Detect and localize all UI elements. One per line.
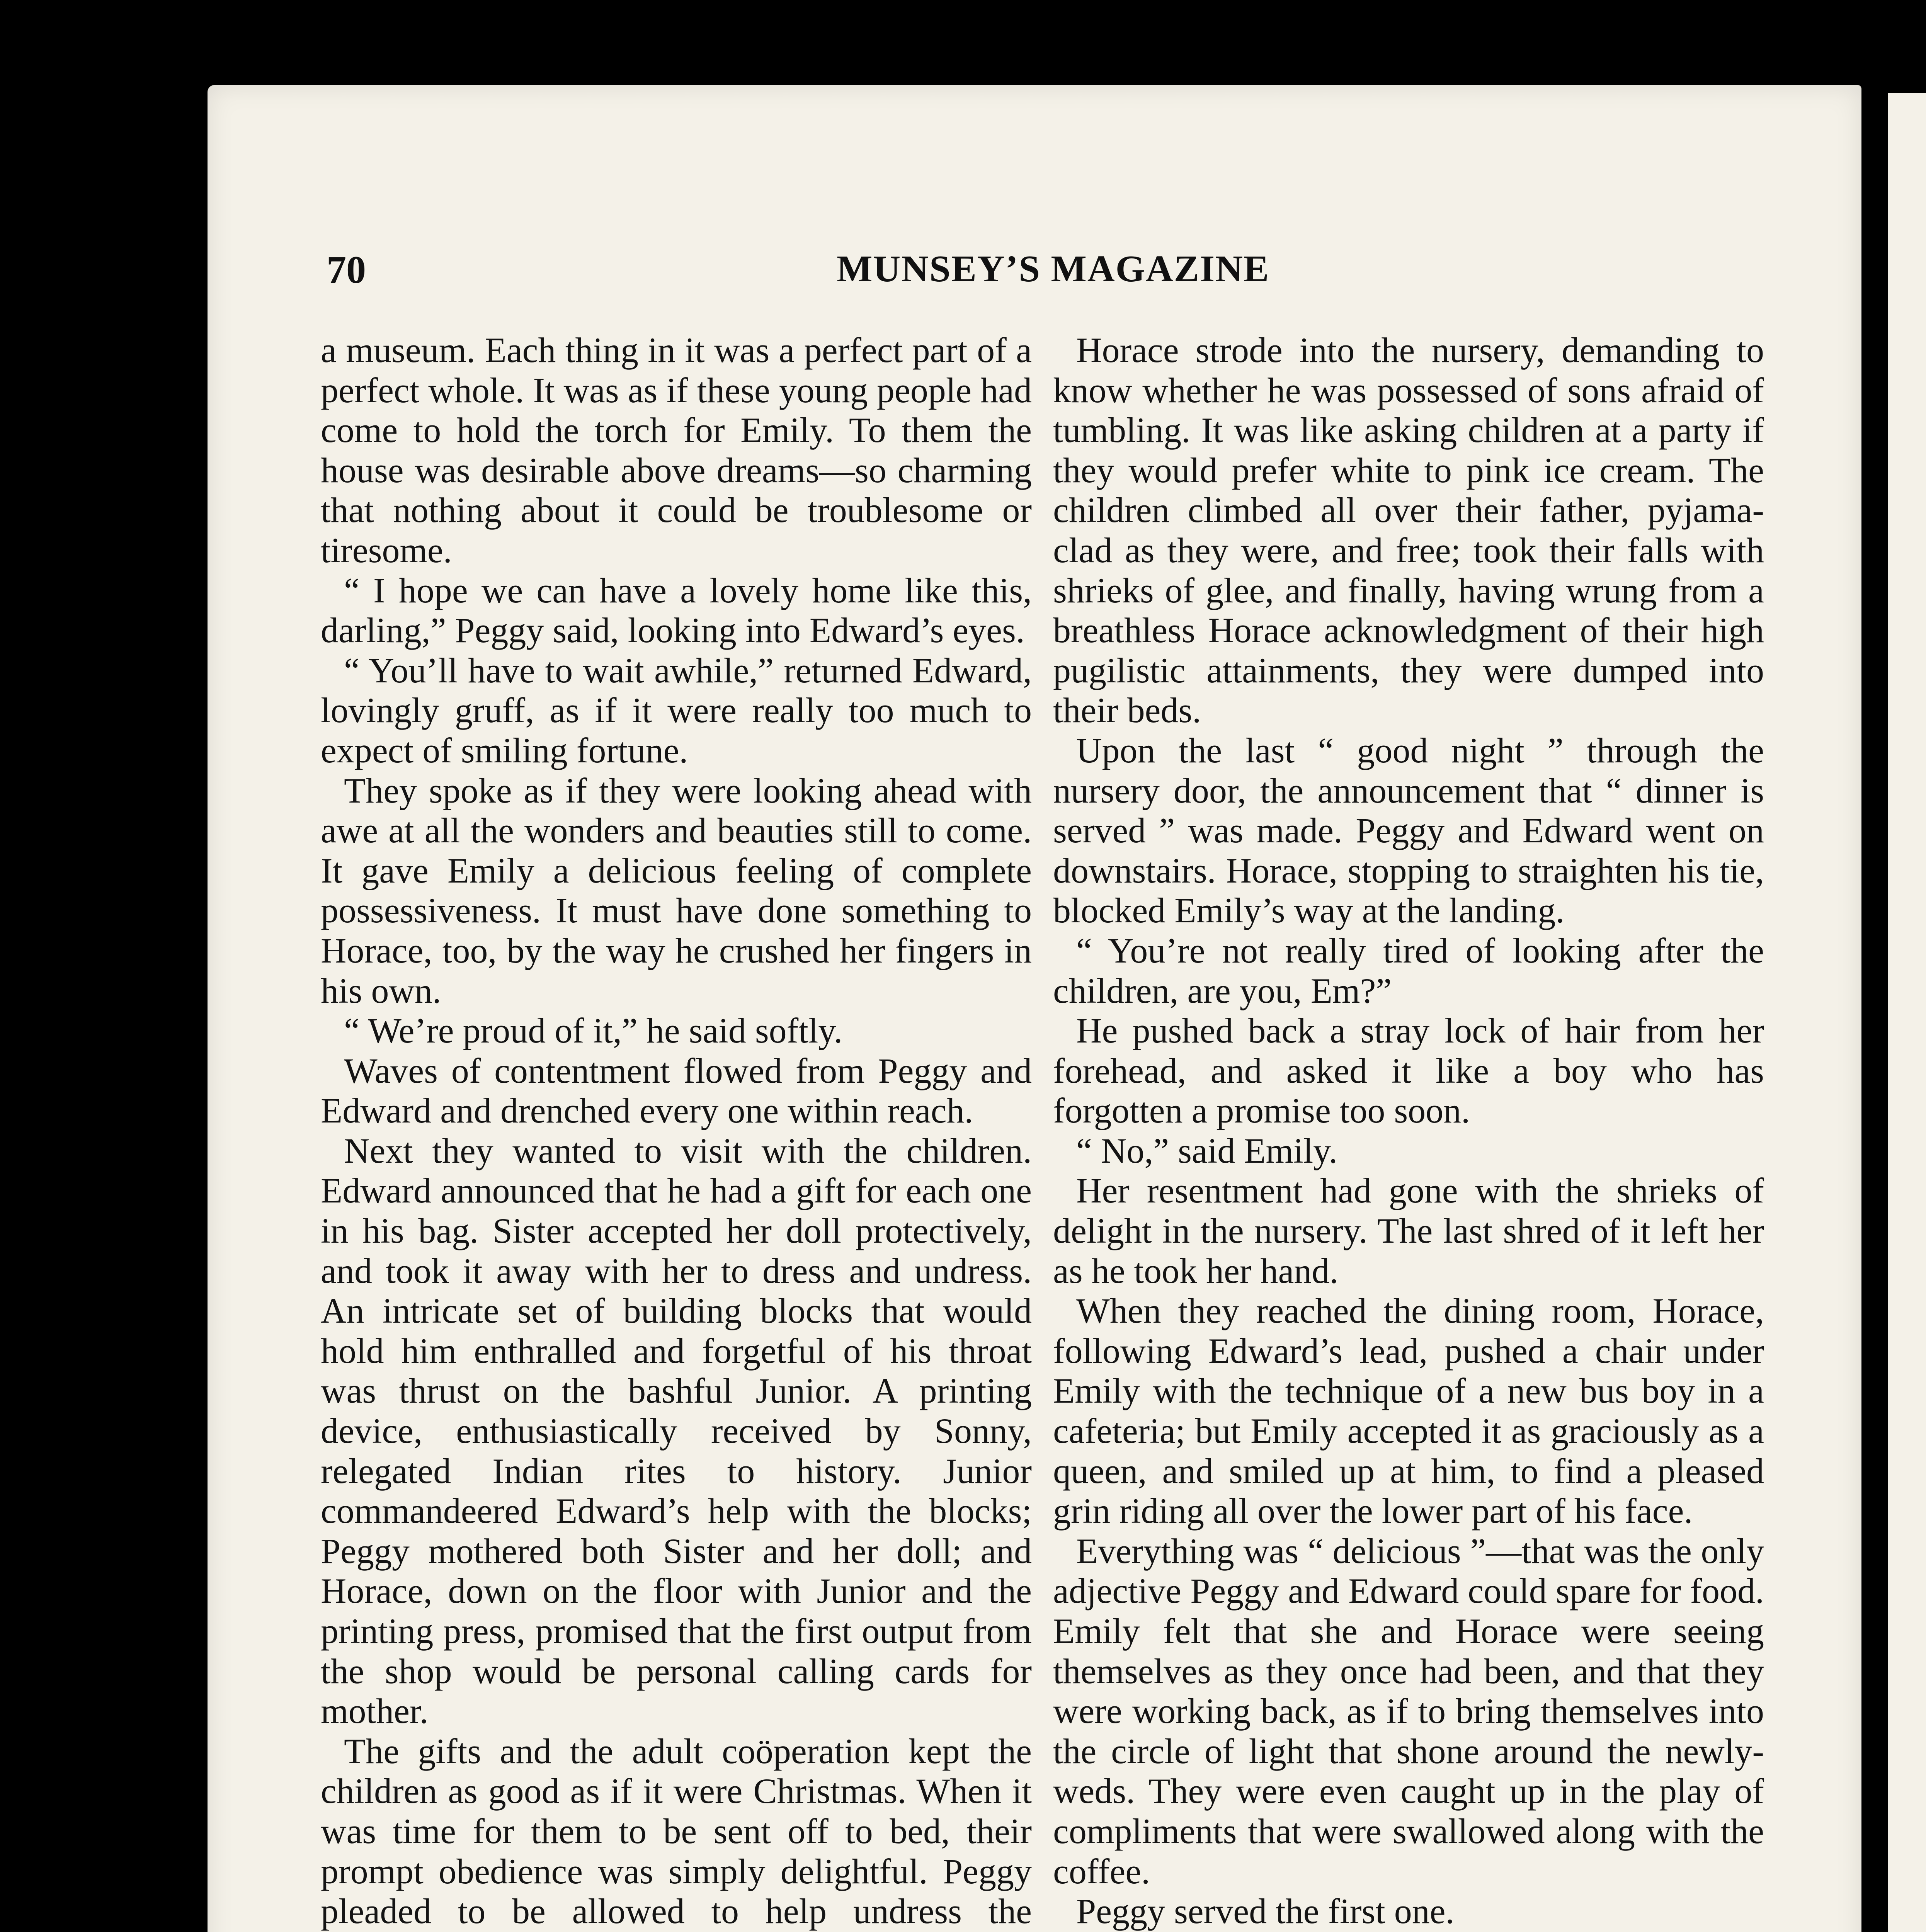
paragraph: The gifts and the adult coöperation kept the children as good as if it were Christmas. When it was time for them to be sent off to bed, their prompt obedience was simply delightful. Peggy pleaded to be allowed to help undress the — [321, 1731, 1032, 1931]
paragraph: Horace strode into the nursery, demanding to know whether he was possessed of sons afraid of tumbling. It was like asking children at a party if they would prefer white to pink ice cream. The children climbed all over their father, pyjama-clad as they were, and free; took their falls with shrieks of glee, and finally, having wrung from a breathless Horace acknowledgment of their high pugilistic attainments, they were dumped into their beds. — [1053, 330, 1764, 730]
paragraph: “ I hope we can have a lovely home like this, darling,” Peggy said, looking into Edward’s eyes. — [321, 570, 1032, 650]
page-header — [327, 247, 1814, 298]
page-number: 70 — [327, 248, 366, 292]
paragraph: Next they wanted to visit with the children. Edward announced that he had a gift for each one in his bag. Sister accepted her doll protectively, and took it away with her to dress and undress. An intricate set of building blocks that would hold him enthralled and forgetful of his throat was thrust on the bashful Junior. A printing device, enthusiastically received by Sonny, relegated Indian rites to history. Junior commandeered Edward’s help with the blocks; Peggy mothered both Sister and her doll; and Horace, down on the floor with Junior and the printing press, promised that the first output from the shop would be personal calling cards for mother. — [321, 1131, 1032, 1731]
paragraph: Everything was “ delicious ”—that was the only adjective Peggy and Edward could spare for food. Emily felt that she and Horace were seeing themselves as they once had been, and that they were working back, as if to bring themselves into the circle of light that shone around the newly-weds. They were even caught up in the play of compliments that were swallowed along with the coffee. — [1053, 1531, 1764, 1891]
paragraph: Upon the last “ good night ” through the nursery door, the announcement that “ dinner is served ” was made. Peggy and Edward went on downstairs. Horace, stopping to straighten his tie, blocked Emily’s way at the landing. — [1053, 730, 1764, 930]
magazine-title: MUNSEY’S MAGAZINE — [837, 248, 1270, 290]
paragraph: “ You’ll have to wait awhile,” returned Edward, lovingly gruff, as if it were really too much to expect of smiling fortune. — [321, 650, 1032, 770]
paragraph: They spoke as if they were looking ahead with awe at all the wonders and beauties still to come. It gave Emily a delicious feeling of complete possessiveness. It must have done something to Horace, too, by the way he crushed her fingers in his own. — [321, 770, 1032, 1010]
paragraph: “ No,” said Emily. — [1076, 1131, 1338, 1170]
paragraph: “ You’re not really tired of looking after the children, are you, Em?” — [1053, 930, 1764, 1010]
left-column — [321, 330, 1032, 1932]
facing-page-edge — [1888, 93, 1926, 1932]
paragraph: When they reached the dining room, Horace, following Edward’s lead, pushed a chair under Emily with the technique of a new bus boy in a cafeteria; but Emily accepted it as graciously as a queen, and smiled up at him, to find a pleased grin riding all over the lower part of his face. — [1053, 1291, 1764, 1531]
paragraph: Her resentment had gone with the shrieks of delight in the nursery. The last shred of it left her as he took her hand. — [1053, 1171, 1764, 1291]
paragraph: He pushed back a stray lock of hair from her forehead, and asked it like a boy who has forgotten a promise too soon. — [1053, 1011, 1764, 1131]
paragraph: a museum. Each thing in it was a perfect part of a perfect whole. It was as if these young people had come to hold the torch for Emily. To them the house was desirable above dreams—so charming that nothing about it could be troublesome or tiresome. — [321, 330, 1032, 570]
paragraph: “ We’re proud of it,” he said softly. — [344, 1011, 843, 1051]
paragraph: Peggy served the first one. — [1076, 1891, 1455, 1931]
paragraph: Waves of contentment flowed from Peggy and Edward and drenched every one within reach. — [321, 1051, 1032, 1131]
right-column — [1053, 330, 1764, 1932]
